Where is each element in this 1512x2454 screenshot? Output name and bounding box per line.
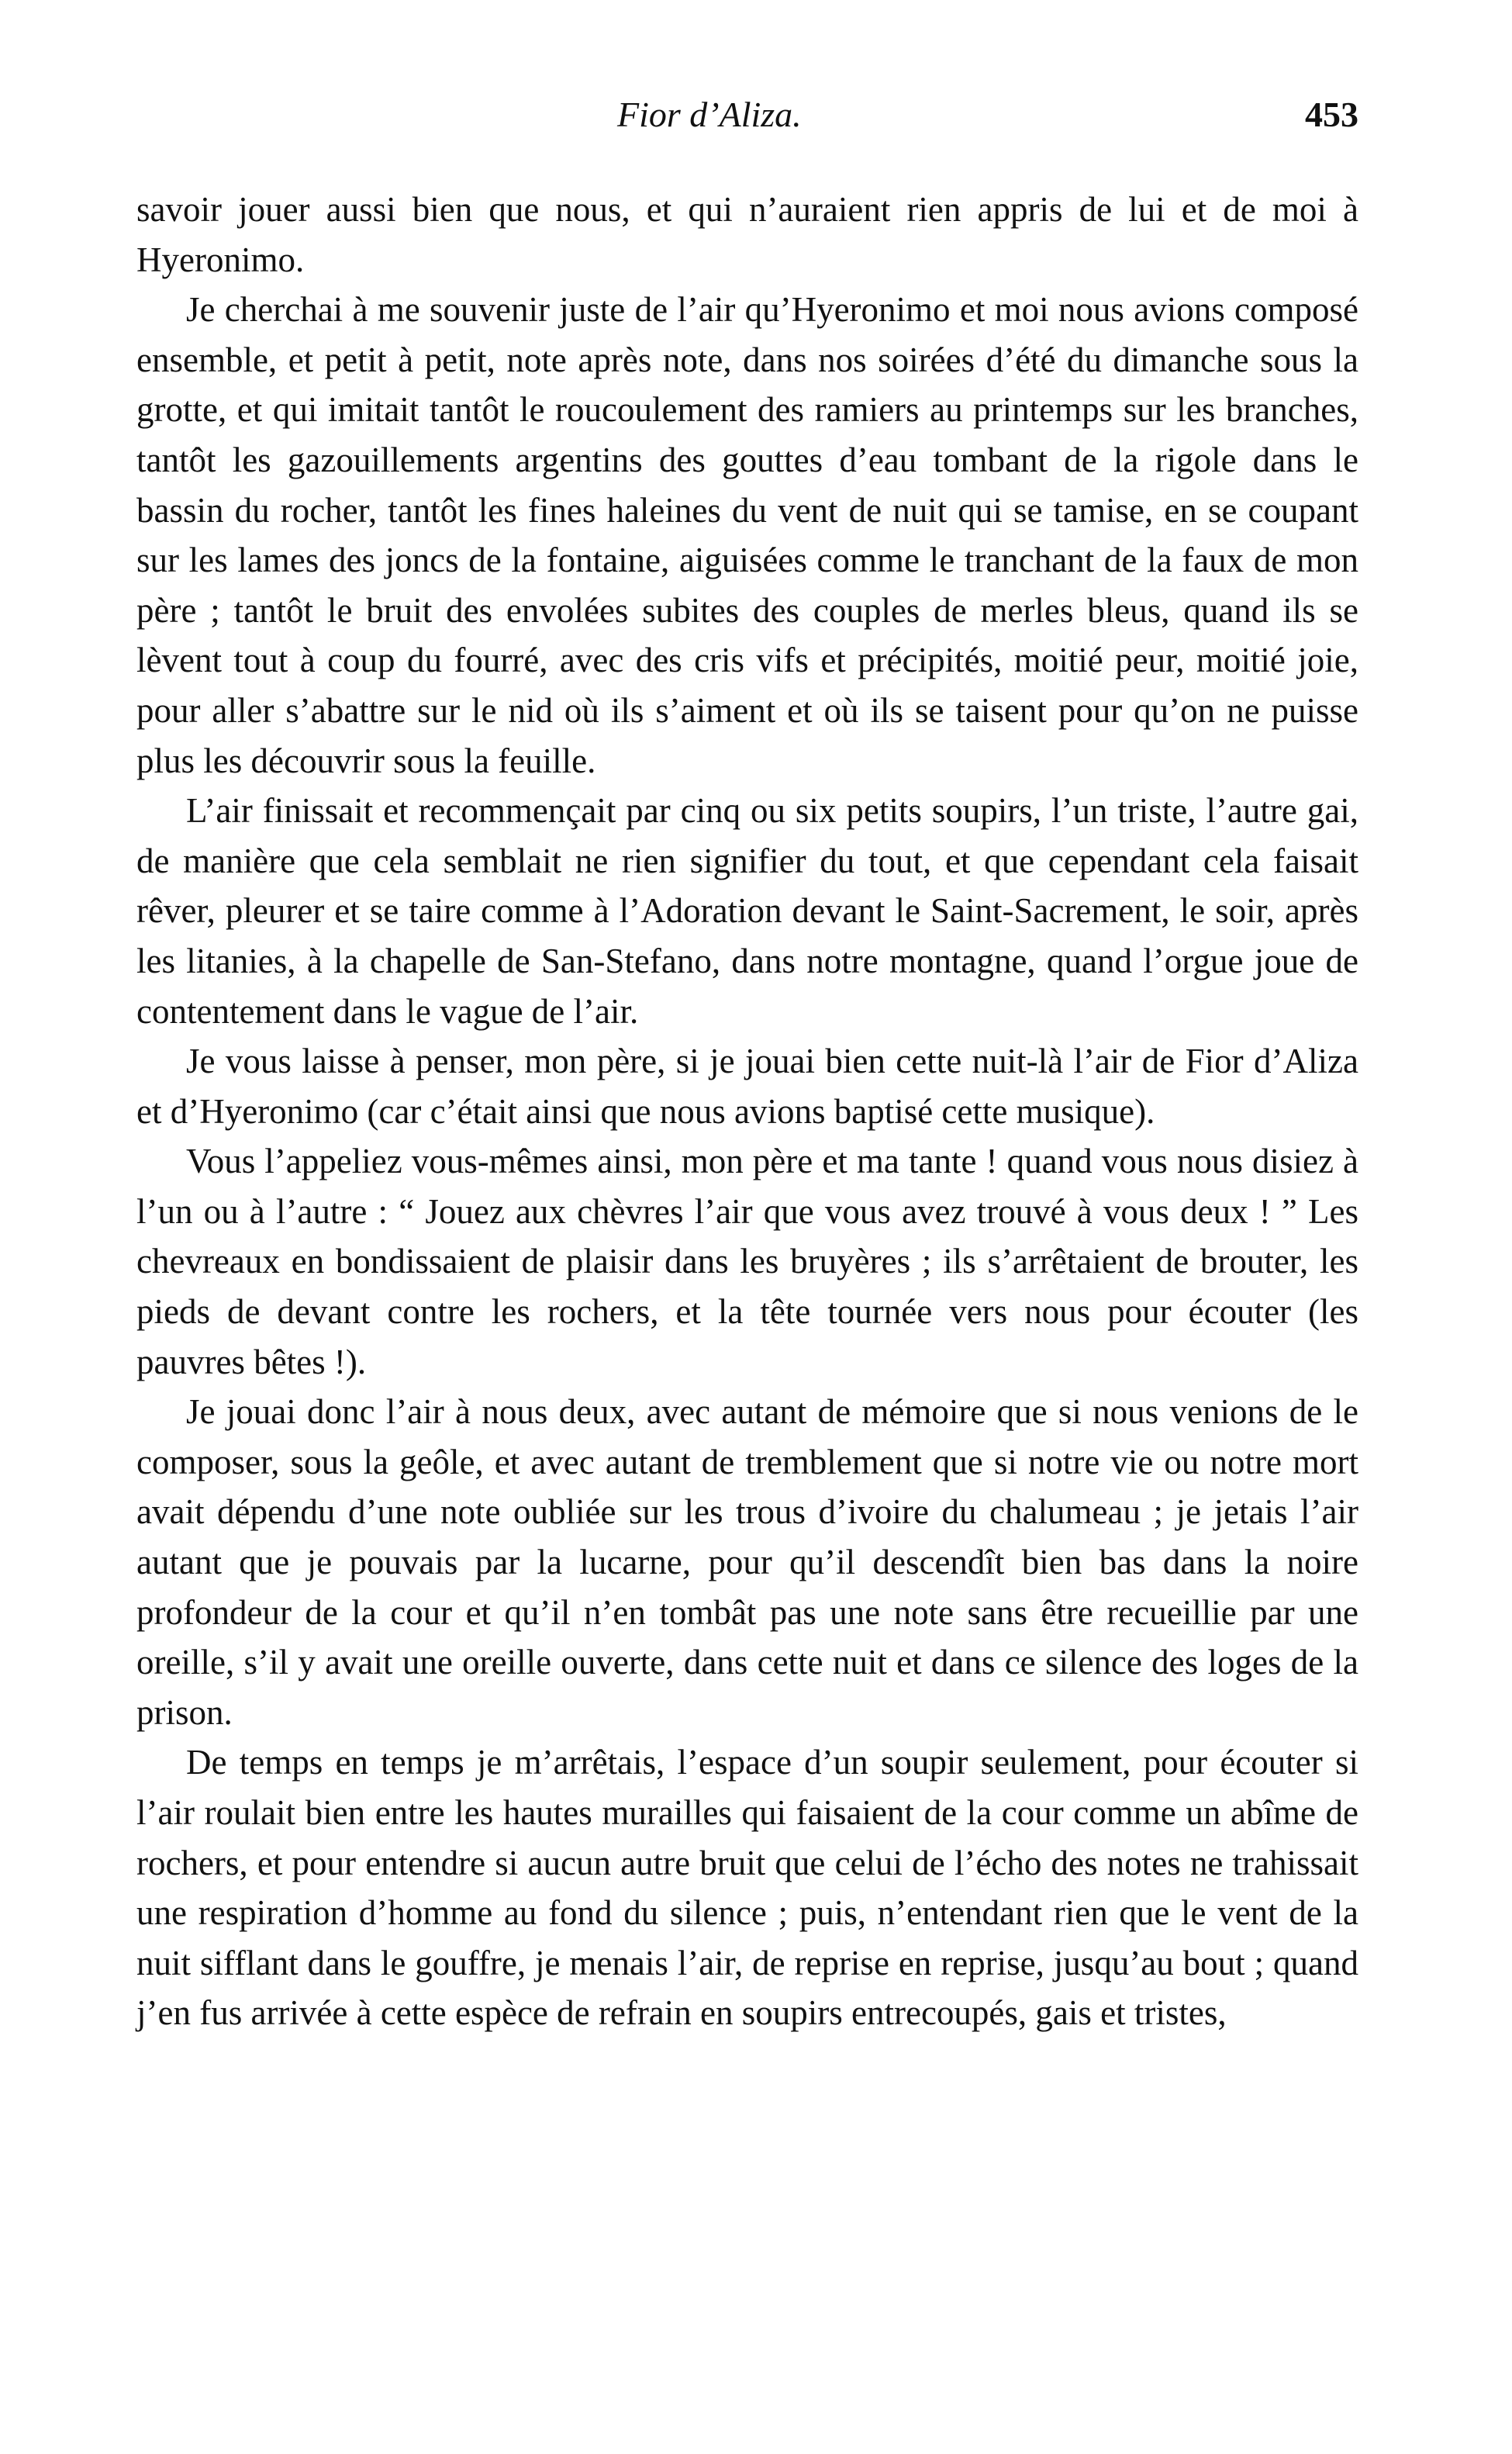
- paragraph: Je cherchai à me souvenir juste de l’air qu’Hyeronimo et moi nous avions composé ensemble, et petit à petit, note après note, dans nos soirées d’été du dimanche sous la grotte, et qui imitait tantôt le roucoulement des ramiers au printemps sur les branches, tantôt les gazouillements argentins des gouttes d’eau tombant de la rigole dans le bassin du rocher, tantôt les fines haleines du vent de nuit qui se tamise, en se coupant sur les lames des joncs de la fontaine, aiguisées comme le tranchant de la faux de mon père ; tantôt le bruit des envolées subites des couples de merles bleus, quand ils se lèvent tout à coup du fourré, avec des cris vifs et précipités, moitié peur, moitié joie, pour aller s’abattre sur le nid où ils s’aiment et où ils se taisent pour qu’on ne puisse plus les découvrir sous la feuille.: [136, 290, 1358, 780]
- running-title: Fior d’Aliza.: [617, 95, 802, 134]
- paragraph-continued: savoir jouer aussi bien que nous, et qui n’auraient rien appris de lui et de moi à Hyeronimo.: [136, 190, 1358, 279]
- body-text: [136, 185, 1358, 2038]
- paragraph: Je jouai donc l’air à nous deux, avec autant de mémoire que si nous venions de le composer, sous la geôle, et avec autant de tremblement que si notre vie ou notre mort avait dépendu d’une note oubliée sur les trous d’ivoire du chalumeau ; je jetais l’air autant que je pouvais par la lucarne, pour qu’il descendît bien bas dans la noire profondeur de la cour et qu’il n’en tombât pas une note sans être recueillie par une oreille, s’il y avait une oreille ouverte, dans cette nuit et dans ce silence des loges de la prison.: [136, 1392, 1358, 1732]
- running-head: [136, 92, 1358, 146]
- paragraph: Vous l’appeliez vous-mêmes ainsi, mon père et ma tante ! quand vous nous disiez à l’un ou à l’autre : “ Jouez aux chèvres l’air que vous avez trouvé à vous deux ! ” Les chevreaux en bondissaient de plaisir dans les bruyères ; ils s’arrêtaient de brouter, les pieds de devant contre les rochers, et la tête tournée vers nous pour écouter (les pauvres bêtes !).: [136, 1142, 1358, 1381]
- page-number: 453: [1305, 95, 1358, 134]
- paragraph: L’air finissait et recommençait par cinq ou six petits soupirs, l’un triste, l’autre gai, de manière que cela semblait ne rien signifier du tout, et que cependant cela faisait rêver, pleurer et se taire comme à l’Adoration devant le Saint-Sacrement, le soir, après les litanies, à la chapelle de San-Stefano, dans notre montagne, quand l’orgue joue de contentement dans le vague de l’air.: [136, 791, 1358, 1031]
- paragraph: De temps en temps je m’arrêtais, l’espace d’un soupir seulement, pour écouter si l’air roulait bien entre les hautes murailles qui faisaient de la cour comme un abîme de rochers, et pour entendre si aucun autre bruit que celui de l’écho des notes ne trahissait une respiration d’homme au fond du silence ; puis, n’entendant rien que le vent de la nuit sifflant dans le gouffre, je menais l’air, de reprise en reprise, jusqu’au bout ; quand j’en fus arrivée à cette espèce de refrain en soupirs entrecoupés, gais et tristes,: [136, 1743, 1358, 2033]
- paragraph: Je vous laisse à penser, mon père, si je jouai bien cette nuit-là l’air de Fior d’Aliza et d’Hyeronimo (car c’était ainsi que nous avions baptisé cette musique).: [136, 1042, 1358, 1131]
